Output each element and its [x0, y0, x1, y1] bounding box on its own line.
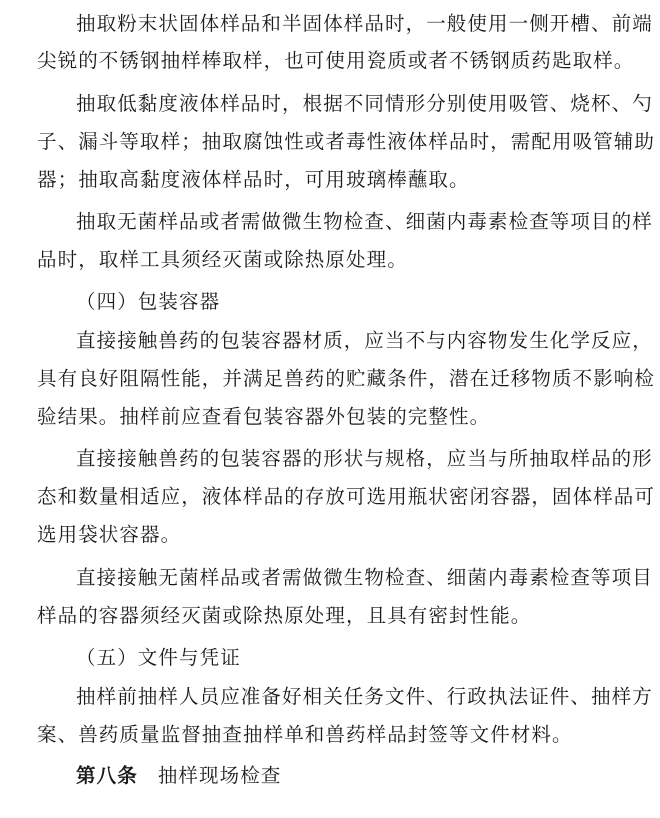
paragraph-line: 尖锐的不锈钢抽样棒取样，也可使用瓷质或者不锈钢质药匙取样。 — [37, 49, 635, 72]
paragraph-line: 具有良好阻隔性能，并满足兽药的贮藏条件，潜在迁移物质不影响检 — [37, 367, 656, 390]
article-title: 抽样现场检查 — [157, 764, 282, 787]
paragraph-line: 抽取粉末状固体样品和半固体样品时，一般使用一侧开槽、前端 — [76, 12, 653, 35]
article-heading — [76, 764, 607, 788]
paragraph-line: 子、漏斗等取样；抽取腐蚀性或者毒性液体样品时，需配用吸管辅助 — [37, 130, 656, 153]
paragraph-line: 抽取低黏度液体样品时，根据不同情形分别使用吸管、烧杯、勺 — [76, 92, 653, 115]
paragraph-line: 抽样前抽样人员应准备好相关任务文件、行政执法证件、抽样方 — [76, 685, 653, 708]
paragraph-line: 验结果。抽样前应查看包装容器外包装的完整性。 — [37, 405, 491, 428]
section-heading: （五）文件与凭证 — [76, 646, 241, 669]
paragraph-line: 器；抽取高黏度液体样品时，可用玻璃棒蘸取。 — [37, 168, 470, 191]
article-number: 第八条 — [76, 764, 138, 787]
paragraph-line: 案、兽药质量监督抽查抽样单和兽药样品封签等文件材料。 — [37, 723, 573, 746]
section-heading: （四）包装容器 — [76, 290, 221, 313]
paragraph-line: 直接接触兽药的包装容器的形状与规格，应当与所抽取样品的形 — [76, 447, 653, 470]
paragraph-line: 直接接触兽药的包装容器材质，应当不与内容物发生化学反应， — [76, 329, 653, 352]
paragraph-line: 直接接触无菌样品或者需做微生物检查、细菌内毒素检查等项目 — [76, 566, 653, 589]
paragraph-line: 品时，取样工具须经灭菌或除热原处理。 — [37, 248, 408, 271]
paragraph-line: 抽取无菌样品或者需做微生物检查、细菌内毒素检查等项目的样 — [76, 210, 653, 233]
paragraph-line: 选用袋状容器。 — [37, 523, 182, 546]
paragraph-line: 样品的容器须经灭菌或除热原处理，且具有密封性能。 — [37, 604, 532, 627]
paragraph-line: 态和数量相适应，液体样品的存放可选用瓶状密闭容器，固体样品可 — [37, 485, 656, 508]
